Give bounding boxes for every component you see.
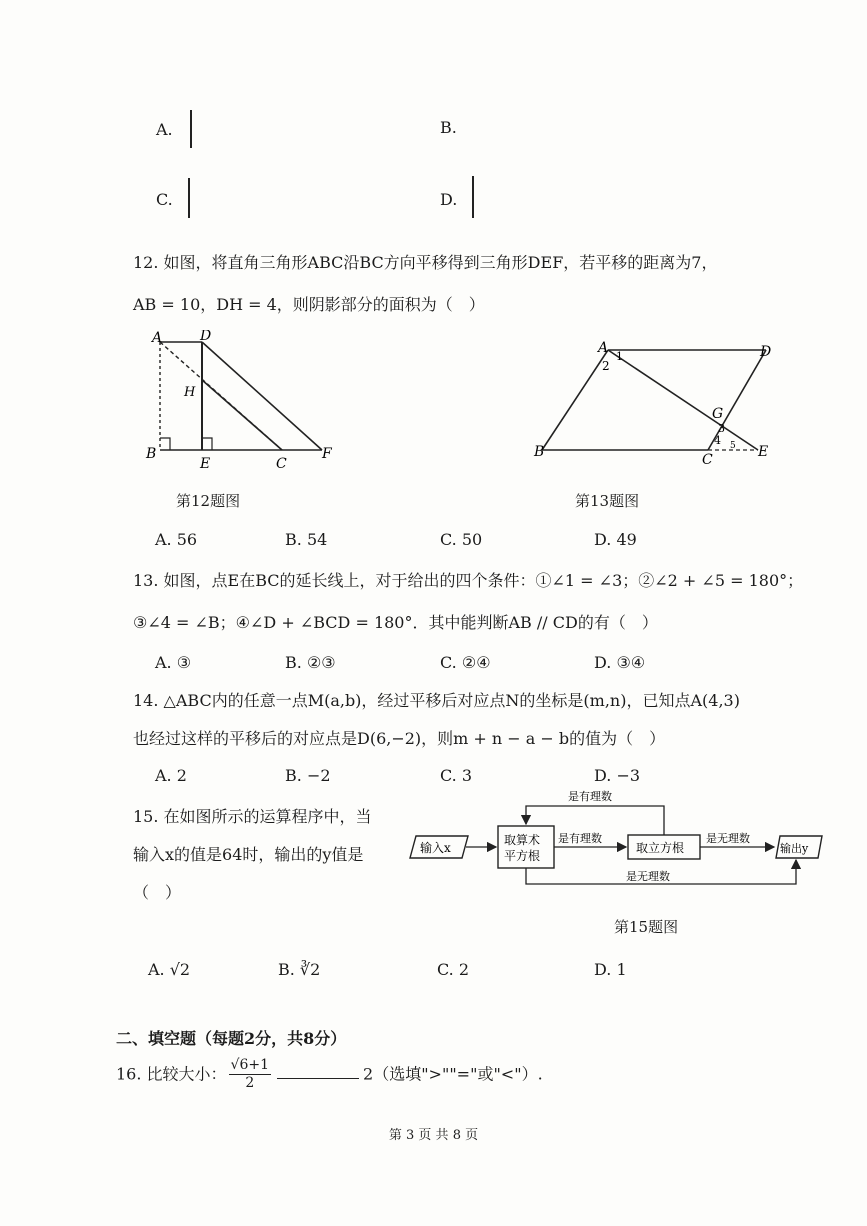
q13-line-ae: [608, 350, 758, 450]
q15-arrow-loop-top: [526, 806, 664, 835]
q15-label-irrational-right: 是无理数: [706, 832, 750, 845]
q11-option-c-figure: [188, 178, 190, 218]
q12-text-line1: 12. 如图，将直角三角形ABC沿BC方向平移得到三角形DEF，若平移的距离为7，: [133, 253, 718, 272]
q15-label-rational-mid: 是有理数: [558, 832, 602, 845]
q13-angle-5: 5: [730, 441, 736, 451]
q16-answer-blank[interactable]: [277, 1062, 359, 1079]
q14-option-d-value: −3: [616, 766, 641, 785]
q12-label-a: A: [152, 330, 163, 346]
q13-line-ab: [542, 350, 608, 450]
q12-right-angle-e: [202, 438, 212, 450]
q12-option-a: A. 56: [155, 530, 198, 549]
q15-cbrt-label: 取立方根: [636, 841, 685, 855]
q14-option-a: A. 2: [155, 766, 187, 785]
q15-label-irrational-bottom: 是无理数: [626, 870, 670, 883]
q15-figure-caption: 第15题图: [614, 918, 679, 936]
q12-option-d: D. 49: [594, 530, 637, 549]
q15-option-c: C. 2: [437, 960, 470, 979]
q13-option-a: A. ③: [155, 653, 192, 672]
q12-text-line2: AB = 10，DH = 4，则阴影部分的面积为（ ）: [133, 295, 485, 314]
q13-label-b: B: [534, 444, 545, 460]
q13-angle-4: 4: [714, 434, 721, 447]
q11-option-d-label: D.: [440, 190, 458, 209]
q14-option-c: C. 3: [440, 766, 473, 785]
q11-option-c: [156, 190, 173, 209]
q13-option-d-value: ③④: [616, 653, 646, 672]
q12-option-a-value: 56: [176, 530, 198, 549]
q11-option-b-label: B.: [440, 118, 457, 137]
q13-option-b-value: ②③: [306, 653, 336, 672]
q12-option-c-value: 50: [461, 530, 483, 549]
q12-option-d-value: 49: [616, 530, 637, 549]
q12-option-b: B. 54: [285, 530, 328, 549]
q12-label-h: H: [184, 385, 196, 400]
q13-angle-2: 2: [602, 359, 610, 373]
q15-option-d-value: 1: [616, 960, 627, 979]
q13-option-c-value: ②④: [461, 653, 491, 672]
q16-suffix: 2（选填">""="或"<"）.: [363, 1064, 543, 1084]
q15-sqrt-label-1: 取算术: [504, 833, 541, 847]
page-footer: 第 3 页 共 8 页: [388, 1128, 479, 1143]
q13-angle-3: 3: [718, 422, 725, 435]
q11-option-a: [156, 120, 173, 139]
q11-option-d: [440, 190, 457, 209]
q11-option-b: [440, 118, 457, 137]
q15-option-b: B. ∛2: [278, 960, 321, 979]
q15-input-label: 输入x: [420, 841, 451, 855]
q14-option-b-value: −2: [306, 766, 331, 785]
q14-text-line1: 14. △ABC内的任意一点M(a,b)，经过平移后对应点N的坐标是(m,n)，已知点A(4,3): [133, 691, 740, 710]
section-2-title: 二、填空题（每题2分，共8分）: [116, 1029, 347, 1048]
q15-option-a-value: √2: [169, 960, 191, 979]
q15-text-line1: 15. 在如图所示的运算程序中，当: [133, 807, 372, 826]
q16-fraction-numerator: √6+1: [229, 1058, 271, 1075]
q15-text-line3: （ ）: [133, 883, 182, 902]
q12-line-hc: [202, 380, 282, 450]
q12-option-c: C. 50: [440, 530, 483, 549]
q15-label-rational-top: 是有理数: [568, 790, 612, 803]
q13-text-line2: ③∠4 = ∠B；④∠D + ∠BCD = 180°．其中能判断AB // CD的有（ ）: [133, 613, 658, 632]
q13-label-d: D: [760, 344, 772, 360]
q13-label-a: A: [598, 340, 609, 356]
q15-option-a: A. √2: [148, 960, 191, 979]
q13-figure: [530, 330, 790, 470]
q14-text-line2: 也经过这样的平移后的对应点是D(6,−2)，则m + n − a − b的值为（ ）: [133, 729, 666, 748]
q11-option-c-label: C.: [156, 190, 173, 209]
q12-option-b-value: 54: [306, 530, 328, 549]
q16-line: [116, 1058, 543, 1092]
q14-option-c-value: 3: [461, 766, 473, 785]
q16-fraction-denominator: 2: [245, 1075, 255, 1092]
q13-label-g: G: [712, 406, 724, 422]
q11-option-d-figure: [472, 176, 474, 218]
q15-sqrt-label-2: 平方根: [504, 849, 541, 863]
q15-flowchart: [408, 780, 828, 890]
q13-figure-caption: 第13题图: [575, 492, 640, 510]
q11-option-a-label: A.: [156, 120, 173, 139]
q13-label-c: C: [702, 452, 713, 468]
q13-option-d: D. ③④: [594, 653, 646, 672]
q12-label-d: D: [200, 330, 212, 344]
q12-label-c: C: [276, 456, 287, 470]
q13-label-e: E: [758, 444, 769, 460]
q15-output-label: 输出y: [780, 842, 809, 855]
q15-option-c-value: 2: [458, 960, 470, 979]
q13-option-c: C. ②④: [440, 653, 491, 672]
q14-option-b: B. −2: [285, 766, 331, 785]
q16-prefix: 16. 比较大小：: [116, 1064, 227, 1084]
q14-option-d: D. −3: [594, 766, 641, 785]
q12-label-f: F: [322, 446, 332, 462]
q16-fraction: [229, 1058, 271, 1092]
q15-option-b-value: ∛2: [299, 960, 321, 979]
q12-right-angle-b: [160, 438, 170, 450]
q12-label-b: B: [146, 446, 157, 462]
q13-option-b: B. ②③: [285, 653, 336, 672]
q12-label-e: E: [200, 456, 211, 470]
q15-text-line2: 输入x的值是64时，输出的y值是: [133, 845, 364, 864]
q14-option-a-value: 2: [176, 766, 187, 785]
q13-option-a-value: ③: [176, 653, 192, 672]
q12-figure: [140, 330, 340, 470]
q13-text-line1: 13. 如图，点E在BC的延长线上，对于给出的四个条件：①∠1 = ∠3；②∠2 + ∠5 = 180°；: [133, 571, 804, 590]
q13-angle-1: 1: [616, 350, 623, 363]
q11-option-a-figure: [190, 110, 192, 148]
q12-figure-caption: 第12题图: [176, 492, 241, 510]
q15-option-d: D. 1: [594, 960, 627, 979]
